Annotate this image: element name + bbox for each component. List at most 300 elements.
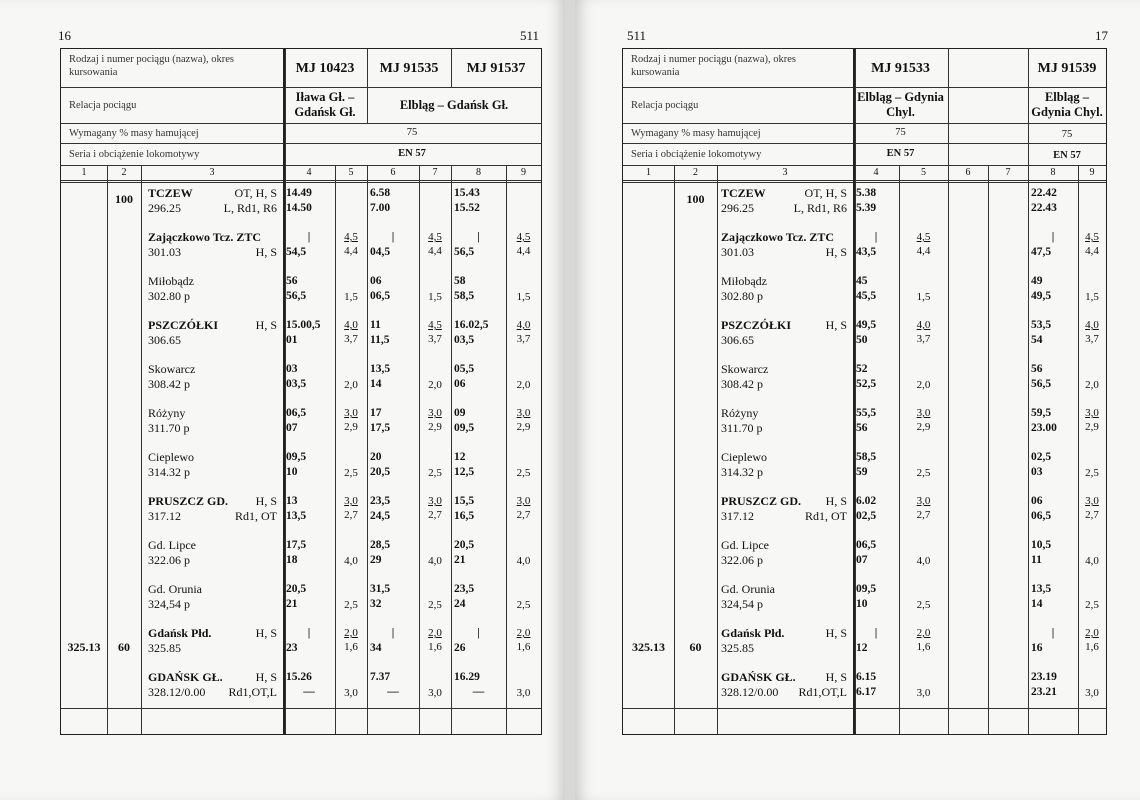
column-number: 7 (432, 167, 438, 178)
station-name: Gdańsk Płd. (721, 626, 785, 640)
run-time: 2,0 (516, 627, 531, 639)
departure-time: 49,5 (1031, 290, 1052, 302)
run-time: 2,5 (428, 467, 442, 479)
departure-time: 06 (454, 378, 466, 390)
departure-time: 04,5 (370, 246, 391, 258)
column-number: 8 (476, 167, 481, 178)
departure-time: 32 (370, 598, 382, 610)
brake-percent: 75 (406, 127, 418, 138)
run-time: 2,5 (344, 467, 358, 479)
speed-limit: 100 (686, 192, 705, 206)
run-time: 4,5 (344, 231, 358, 243)
station-codes: H, S (825, 494, 847, 508)
departure-time: 18 (286, 554, 298, 566)
run-time: 2,9 (516, 421, 531, 433)
arrival-time: | (477, 231, 480, 243)
speed-limit: 60 (118, 640, 130, 654)
arrival-time: 13,5 (370, 363, 391, 375)
arrival-time: 09,5 (286, 451, 307, 463)
station-codes: H, S (255, 318, 277, 332)
station-name: Miłobądz (148, 274, 194, 288)
station-codes: H, S (255, 245, 277, 259)
footer-rule (61, 708, 541, 709)
column-divider (948, 165, 949, 734)
departure-time: 12 (856, 642, 868, 654)
run-time: 4,0 (1085, 319, 1099, 331)
loco-series: EN 57 (886, 148, 915, 159)
label-train: Rodzaj i numer pociągu (nazwa), okres kursowania (631, 54, 797, 78)
run-time: 2,5 (916, 467, 931, 479)
run-time: 4,0 (516, 555, 531, 567)
run-time: 2,0 (1085, 627, 1099, 639)
column-number: 4 (873, 167, 879, 178)
arrival-time: 17 (370, 407, 382, 419)
run-time: 3,0 (344, 687, 358, 699)
column-divider (717, 165, 718, 734)
column-number: 9 (1089, 167, 1095, 178)
column-divider (451, 165, 452, 734)
header-rule (623, 165, 1106, 166)
arrival-time: 20,5 (286, 583, 307, 595)
station-name: GDAŃSK GŁ. (148, 670, 223, 684)
station-km: 311.70 p (721, 421, 763, 435)
station-name: PRUSZCZ GD. (148, 494, 229, 508)
departure-time: 56,5 (1031, 378, 1052, 390)
arrival-time: 5.38 (856, 187, 877, 199)
departure-time: 11,5 (370, 334, 390, 346)
run-time: 4,0 (344, 319, 358, 331)
run-time: 3,0 (516, 687, 531, 699)
run-time: 2,9 (1085, 421, 1099, 433)
station-codes: Rd1, OT (805, 509, 847, 523)
arrival-time: 06,5 (856, 539, 877, 551)
column-number: 7 (1005, 167, 1011, 178)
departure-time: 56,5 (286, 290, 307, 302)
label-brake: Wymagany % masy hamującej (69, 128, 199, 139)
column-divider (1028, 49, 1029, 180)
arrival-time: 28,5 (370, 539, 391, 551)
label-train: Rodzaj i numer pociągu (nazwa), okres kursowania (69, 54, 235, 78)
departure-time: 54,5 (286, 246, 307, 258)
arrival-time: 15.00,5 (286, 319, 321, 331)
station-km: 322.06 p (721, 553, 763, 567)
header-rule (61, 180, 541, 181)
departure-time: 06,5 (1031, 510, 1052, 522)
run-time: 2,0 (428, 627, 442, 639)
arrival-time: | (1051, 231, 1055, 243)
arrival-time: 7.37 (370, 671, 391, 683)
station-codes: OT, H, S (804, 186, 847, 200)
run-time: 3,0 (916, 495, 931, 507)
station-codes: H, S (255, 494, 277, 508)
relation: Elbląg – Gdynia Chyl. (1031, 90, 1103, 119)
station-codes: H, S (255, 670, 277, 684)
station-km: 308.42 p (148, 377, 190, 391)
run-time: 2,5 (516, 599, 531, 611)
run-time: 1,6 (1085, 641, 1099, 653)
arrival-time: 22.42 (1031, 187, 1057, 199)
departure-time: 23 (286, 642, 298, 654)
arrival-time: 52 (856, 363, 868, 375)
departure-time: 7.00 (370, 202, 391, 214)
arrival-time: 53,5 (1031, 319, 1052, 331)
departure-time: 10 (286, 466, 298, 478)
arrival-time: 16.02,5 (454, 319, 489, 331)
arrival-time: 49 (1031, 275, 1043, 287)
arrival-time: 59,5 (1031, 407, 1052, 419)
header-rule (623, 180, 1106, 181)
station-km: 301.03 (148, 245, 181, 259)
station-codes: H, S (255, 626, 277, 640)
departure-time: 34 (370, 642, 382, 654)
station-km: 311.70 p (148, 421, 190, 435)
timetable-right (622, 48, 1107, 735)
station-name: PSZCZÓŁKI (721, 318, 792, 332)
run-time: 2,0 (916, 627, 931, 639)
departure-time: 14.50 (286, 202, 312, 214)
relation: Iława Gł. – Gdańsk Gł. (294, 90, 356, 119)
station-codes: OT, H, S (234, 186, 277, 200)
station-codes: Rd1, OT (235, 509, 277, 523)
arrival-time: 13,5 (1031, 583, 1052, 595)
departure-time: 21 (454, 554, 466, 566)
train-number: MJ 10423 (295, 61, 355, 76)
run-time: 3,0 (1085, 495, 1099, 507)
station-km: 314.32 p (721, 465, 763, 479)
column-number: 3 (209, 167, 215, 178)
station-name: GDAŃSK GŁ. (721, 670, 796, 684)
arrival-time: | (307, 231, 311, 243)
station-km: 296.25 (148, 201, 181, 215)
station-name: Różyny (721, 406, 759, 420)
run-time: 2,9 (428, 421, 442, 433)
station-km: 296.25 (721, 201, 754, 215)
arrival-time: | (391, 627, 395, 639)
departure-time: 07 (286, 422, 298, 434)
section-length: 325.13 (67, 640, 101, 654)
column-divider (948, 49, 949, 180)
run-time: 1,5 (516, 291, 531, 303)
arrival-time: 45 (856, 275, 868, 287)
arrival-time: 10,5 (1031, 539, 1052, 551)
column-number: 4 (306, 167, 312, 178)
loco-series: EN 57 (398, 148, 426, 159)
run-time: 1,6 (344, 641, 358, 653)
departure-time: 17,5 (370, 422, 391, 434)
departure-time: — (472, 686, 485, 698)
run-time: 2,5 (1085, 467, 1099, 479)
run-time: 2,7 (1085, 509, 1099, 521)
arrival-time: 6.15 (856, 671, 877, 683)
arrival-time: 58,5 (856, 451, 877, 463)
run-time: 1,5 (916, 291, 931, 303)
run-time: 3,0 (1085, 687, 1099, 699)
run-time: 4,0 (916, 319, 931, 331)
run-time: 3,0 (428, 687, 442, 699)
departure-time: 20,5 (370, 466, 391, 478)
station-codes: H, S (825, 245, 847, 259)
departure-time: 03 (1031, 466, 1043, 478)
departure-time: 15.52 (454, 202, 480, 214)
station-km: 325.85 (721, 641, 754, 655)
departure-time: 45,5 (856, 290, 877, 302)
run-time: 1,5 (1085, 291, 1099, 303)
departure-time: 06,5 (370, 290, 391, 302)
run-time: 4,5 (1085, 231, 1099, 243)
label-relation: Relacja pociągu (69, 100, 137, 111)
run-time: 4,0 (344, 555, 358, 567)
station-name: Gd. Lipce (148, 538, 196, 552)
arrival-time: 09,5 (856, 583, 877, 595)
loco-series: EN 57 (1053, 150, 1081, 161)
speed-limit: 100 (115, 192, 133, 206)
run-time: 4,5 (428, 231, 442, 243)
departure-time: 22.43 (1031, 202, 1057, 214)
departure-time: 16 (1031, 642, 1043, 654)
run-time: 3,0 (916, 687, 931, 699)
arrival-time: 06 (1031, 495, 1043, 507)
timetable-number-right: 511 (627, 28, 647, 43)
run-time: 3,0 (916, 407, 931, 419)
run-time: 3,7 (344, 333, 358, 345)
run-time: 4,4 (1085, 245, 1099, 257)
station-codes: H, S (825, 318, 847, 332)
run-time: 2,0 (428, 379, 442, 391)
run-time: 2,5 (428, 599, 442, 611)
column-divider (1028, 165, 1029, 734)
station-km: 302.80 p (721, 289, 763, 303)
speed-limit: 60 (689, 640, 702, 654)
departure-time: — (387, 686, 399, 698)
run-time: 3,7 (916, 333, 931, 345)
arrival-time: 55,5 (856, 407, 877, 419)
column-number: 1 (81, 167, 87, 178)
station-codes: H, S (825, 626, 847, 640)
station-name: Gd. Orunia (148, 582, 202, 596)
run-time: 2,7 (428, 509, 442, 521)
run-time: 4,0 (516, 319, 531, 331)
departure-time: 5.39 (856, 202, 877, 214)
departure-time: 14 (370, 378, 382, 390)
arrival-time: 6.58 (370, 187, 391, 199)
departure-time: 43,5 (856, 246, 877, 258)
departure-time: 54 (1031, 334, 1043, 346)
arrival-time: 20 (370, 451, 382, 463)
train-number: MJ 91539 (1037, 61, 1097, 76)
header-rule (61, 165, 541, 166)
station-name: Różyny (148, 406, 186, 420)
run-time: 3,0 (428, 495, 442, 507)
station-name: Gd. Lipce (721, 538, 769, 552)
arrival-time: 14.49 (286, 187, 312, 199)
station-name: PRUSZCZ GD. (721, 494, 802, 508)
label-series: Seria i obciążenie lokomotywy (631, 149, 762, 160)
column-number: 6 (965, 167, 971, 178)
departure-time: 58,5 (454, 290, 475, 302)
station-km: 317.12 (721, 509, 754, 523)
header-rule (61, 123, 541, 124)
departure-time: 21 (286, 598, 298, 610)
station-name: Gd. Orunia (721, 582, 775, 596)
station-name: Cieplewo (721, 450, 767, 464)
run-time: 3,0 (1085, 407, 1099, 419)
run-time: 2,7 (916, 509, 931, 521)
run-time: 1,6 (428, 641, 442, 653)
run-time: 1,5 (428, 291, 442, 303)
run-time: 4,4 (916, 245, 931, 257)
departure-time: 59 (856, 466, 868, 478)
arrival-time: 13 (286, 495, 298, 507)
train-number: MJ 91533 (871, 61, 930, 76)
station-name: Zajączkowo Tcz. ZTC (148, 230, 262, 244)
arrival-time: 58 (454, 275, 466, 287)
run-time: 3,0 (344, 407, 358, 419)
run-time: 4,0 (428, 555, 442, 567)
station-km: 322.06 p (148, 553, 190, 567)
column-divider (141, 165, 142, 734)
arrival-time: 15,5 (454, 495, 475, 507)
run-time: 2,0 (1085, 379, 1099, 391)
header-rule (623, 182, 1106, 183)
column-number: 5 (921, 167, 926, 178)
arrival-time: | (477, 627, 480, 639)
arrival-time: 6.02 (856, 495, 877, 507)
station-codes: Rd1,OT,L (228, 685, 277, 699)
station-codes: H, S (825, 670, 847, 684)
departure-time: 23.00 (1031, 422, 1057, 434)
run-time: 4,4 (516, 245, 531, 257)
departure-time: 24,5 (370, 510, 391, 522)
departure-time: 23.21 (1031, 686, 1057, 698)
station-km: 325.85 (148, 641, 181, 655)
station-km: 317.12 (148, 509, 181, 523)
relation: Elbląg – Gdańsk Gł. (399, 98, 509, 112)
header-rule (623, 123, 1106, 124)
run-time: 2,9 (344, 421, 358, 433)
station-km: 301.03 (721, 245, 754, 259)
run-time: 2,5 (916, 599, 931, 611)
run-time: 2,0 (516, 379, 531, 391)
run-time: 3,7 (1085, 333, 1099, 345)
departure-time: 26 (454, 642, 466, 654)
departure-time: 07 (856, 554, 868, 566)
arrival-time: | (874, 231, 878, 243)
arrival-time: | (391, 231, 395, 243)
arrival-time: 11 (370, 319, 381, 331)
label-brake: Wymagany % masy hamującej (631, 128, 761, 139)
station-name: Skowarcz (721, 362, 769, 376)
departure-time: 52,5 (856, 378, 877, 390)
page-number-right: 17 (1095, 28, 1108, 43)
relation: Elbląg – Gdynia Chyl. (857, 90, 944, 119)
column-divider (988, 165, 989, 734)
station-name: Gdańsk Płd. (148, 626, 212, 640)
station-km: 308.42 p (721, 377, 763, 391)
run-time: 3,0 (428, 407, 442, 419)
station-km: 328.12/0.00 (148, 685, 206, 699)
run-time: 3,0 (516, 495, 531, 507)
departure-time: 29 (370, 554, 382, 566)
station-name: TCZEW (148, 186, 193, 200)
departure-time: 01 (286, 334, 298, 346)
run-time: 2,5 (344, 599, 358, 611)
run-time: 2,0 (344, 627, 358, 639)
departure-time: 09,5 (454, 422, 475, 434)
departure-time: 56,5 (454, 246, 475, 258)
departure-time: 6.17 (856, 686, 877, 698)
run-time: 1,6 (916, 641, 931, 653)
departure-time: 10 (856, 598, 868, 610)
run-time: 2,7 (344, 509, 358, 521)
departure-time: 11 (1031, 554, 1042, 566)
column-divider (367, 165, 368, 734)
departure-time: 13,5 (286, 510, 307, 522)
column-number: 2 (121, 167, 127, 178)
run-time: 3,0 (344, 495, 358, 507)
arrival-time: 05,5 (454, 363, 475, 375)
brake-percent: 75 (895, 127, 906, 138)
station-km: 302.80 p (148, 289, 190, 303)
station-name: Miłobądz (721, 274, 767, 288)
run-time: 3,0 (516, 407, 531, 419)
station-km: 306.65 (148, 333, 181, 347)
run-time: 3,7 (428, 333, 442, 345)
station-name: Cieplewo (148, 450, 194, 464)
station-name: PSZCZÓŁKI (148, 318, 219, 332)
station-name: TCZEW (721, 186, 766, 200)
departure-time: 02,5 (856, 510, 877, 522)
right-page (575, 0, 1140, 800)
arrival-time: 56 (1031, 363, 1043, 375)
timetable-number-left: 511 (520, 28, 540, 43)
station-km: 314.32 p (148, 465, 190, 479)
section-length: 325.13 (632, 640, 665, 654)
arrival-time: 06 (370, 275, 382, 287)
station-km: 328.12/0.00 (721, 685, 779, 699)
departure-time: 47,5 (1031, 246, 1052, 258)
arrival-time: 06,5 (286, 407, 307, 419)
run-time: 3,7 (516, 333, 531, 345)
header-rule (623, 143, 1106, 144)
label-relation: Relacja pociągu (631, 100, 699, 111)
run-time: 2,9 (916, 421, 931, 433)
column-number: 9 (521, 167, 526, 178)
arrival-time: 23.19 (1031, 671, 1057, 683)
arrival-time: 02,5 (1031, 451, 1052, 463)
run-time: 4,0 (1085, 555, 1099, 567)
run-time: 4,0 (916, 555, 931, 567)
arrival-time: 23,5 (454, 583, 475, 595)
arrival-time: 23,5 (370, 495, 391, 507)
station-km: 324,54 p (148, 597, 190, 611)
column-number: 8 (1050, 167, 1056, 178)
header-rule (623, 87, 1106, 88)
departure-time: 03,5 (286, 378, 307, 390)
run-time: 1,6 (516, 641, 531, 653)
arrival-time: 15.26 (286, 671, 312, 683)
arrival-time: 31,5 (370, 583, 391, 595)
train-number: MJ 91535 (379, 61, 439, 76)
run-time: 2,0 (916, 379, 931, 391)
header-rule (61, 182, 541, 183)
run-time: 2,7 (516, 509, 531, 521)
arrival-time: | (307, 627, 311, 639)
departure-time: 24 (454, 598, 466, 610)
run-time: 4,4 (428, 245, 442, 257)
run-time: 4,4 (344, 245, 358, 257)
label-series: Seria i obciążenie lokomotywy (69, 149, 200, 160)
arrival-time: 20,5 (454, 539, 475, 551)
